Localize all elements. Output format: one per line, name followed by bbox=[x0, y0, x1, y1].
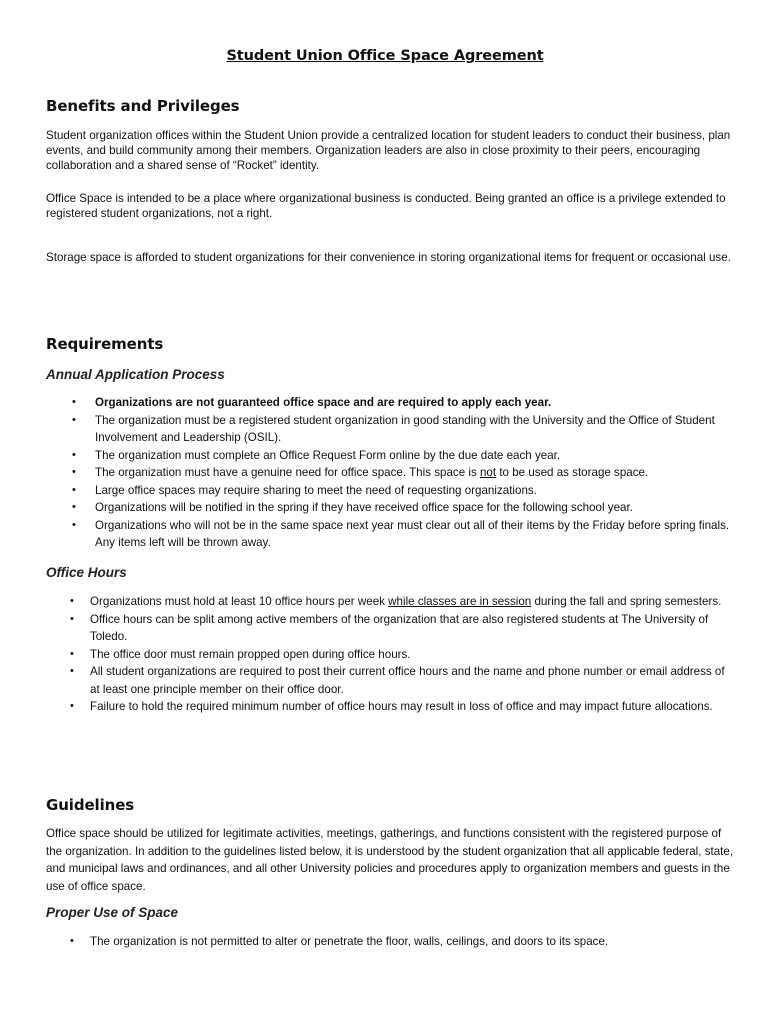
list-item: • Organizations must hold at least 10 office hours per week while classes are in session during the fall and spring semesters. bbox=[90, 593, 735, 611]
annual-application-list bbox=[72, 394, 735, 552]
guidelines-paragraph: Office space should be utilized for legitimate activities, meetings, gatherings, and functions consistent with the registered purpose of the organization. In addition to the guidelines listed below, it is understood by the student organization that all applicable federal, state, and municipal laws and ordinances, and all other University policies and procedures apply to organization members and guests in the use of office space. bbox=[46, 827, 734, 893]
bullet-icon: • bbox=[72, 483, 76, 496]
list-item: • The organization must have a genuine need for office space. This space is not to be used as storage space. bbox=[95, 464, 735, 482]
emphasis-not: not bbox=[479, 466, 497, 479]
benefits-paragraph-3: Storage space is afforded to student organizations for their convenience in storing organizational items for frequent or occasional use. bbox=[46, 251, 731, 264]
subheading-office-hours: Office Hours bbox=[46, 565, 127, 580]
bullet-icon: • bbox=[70, 700, 74, 712]
subheading-annual-application: Annual Application Process bbox=[46, 367, 225, 382]
heading-guidelines: Guidelines bbox=[46, 796, 135, 814]
list-item: • Failure to hold the required minimum number of office hours may result in loss of office and may impact future allocations. bbox=[90, 698, 735, 716]
emphasis-in-session: while classes are in session bbox=[388, 595, 532, 608]
list-item: • Organizations will be notified in the spring if they have received office space for the following school year. bbox=[95, 499, 735, 517]
list-item: • All student organizations are required to post their current office hours and the name and phone number or email address of at least one principle member on their office door. bbox=[70, 665, 725, 696]
heading-requirements: Requirements bbox=[46, 335, 164, 353]
bullet-icon: • bbox=[72, 466, 76, 478]
heading-benefits: Benefits and Privileges bbox=[46, 97, 240, 115]
list-item: • Organizations who will not be in the same space next year must clear out all of their items by the Friday before spring finals. Any items left will be thrown away. bbox=[72, 518, 730, 549]
benefits-paragraph-2: Office Space is intended to be a place where organizational business is conducted. Being granted an office is a privilege extended to registered student organizations, not a right. bbox=[46, 192, 726, 220]
bullet-icon: • bbox=[70, 935, 74, 947]
subheading-proper-use: Proper Use of Space bbox=[46, 905, 179, 920]
bullet-icon: • bbox=[72, 518, 76, 531]
bullet-icon: • bbox=[70, 647, 74, 660]
list-item: • The office door must remain propped open during office hours. bbox=[90, 646, 735, 664]
bullet-icon: • bbox=[72, 501, 76, 513]
benefits-paragraph-1: Student organization offices within the Student Union provide a centralized location for student leaders to conduct their business, plan events, and build community among their members. Organization leaders are also in close proximity to their peers, encouraging collaboration and a shared sense of “Rocket” identity. bbox=[46, 129, 731, 172]
bullet-icon: • bbox=[72, 448, 76, 461]
list-item: • Organizations are not guaranteed office space and are required to apply each year. bbox=[95, 394, 735, 412]
document-title: Student Union Office Space Agreement bbox=[226, 48, 544, 64]
proper-use-list bbox=[70, 933, 735, 951]
list-item: • The organization is not permitted to alter or penetrate the floor, walls, ceilings, and doors to its space. bbox=[90, 933, 735, 951]
list-item: • The organization must be a registered student organization in good standing with the University and the Office of Student Involvement and Leadership (OSIL). bbox=[72, 413, 715, 444]
list-item: • The organization must complete an Office Request Form online by the due date each year. bbox=[95, 447, 735, 465]
bullet-icon: • bbox=[72, 413, 76, 426]
bullet-icon: • bbox=[72, 396, 76, 408]
bullet-icon: • bbox=[70, 612, 74, 625]
list-item: • Office hours can be split among active members of the organization that are also registered students at The University of Toledo. bbox=[70, 612, 709, 643]
list-item: • Large office spaces may require sharing to meet the need of requesting organizations. bbox=[95, 482, 735, 500]
bullet-icon: • bbox=[70, 665, 74, 677]
bullet-icon: • bbox=[70, 595, 74, 607]
office-hours-list bbox=[70, 593, 735, 716]
